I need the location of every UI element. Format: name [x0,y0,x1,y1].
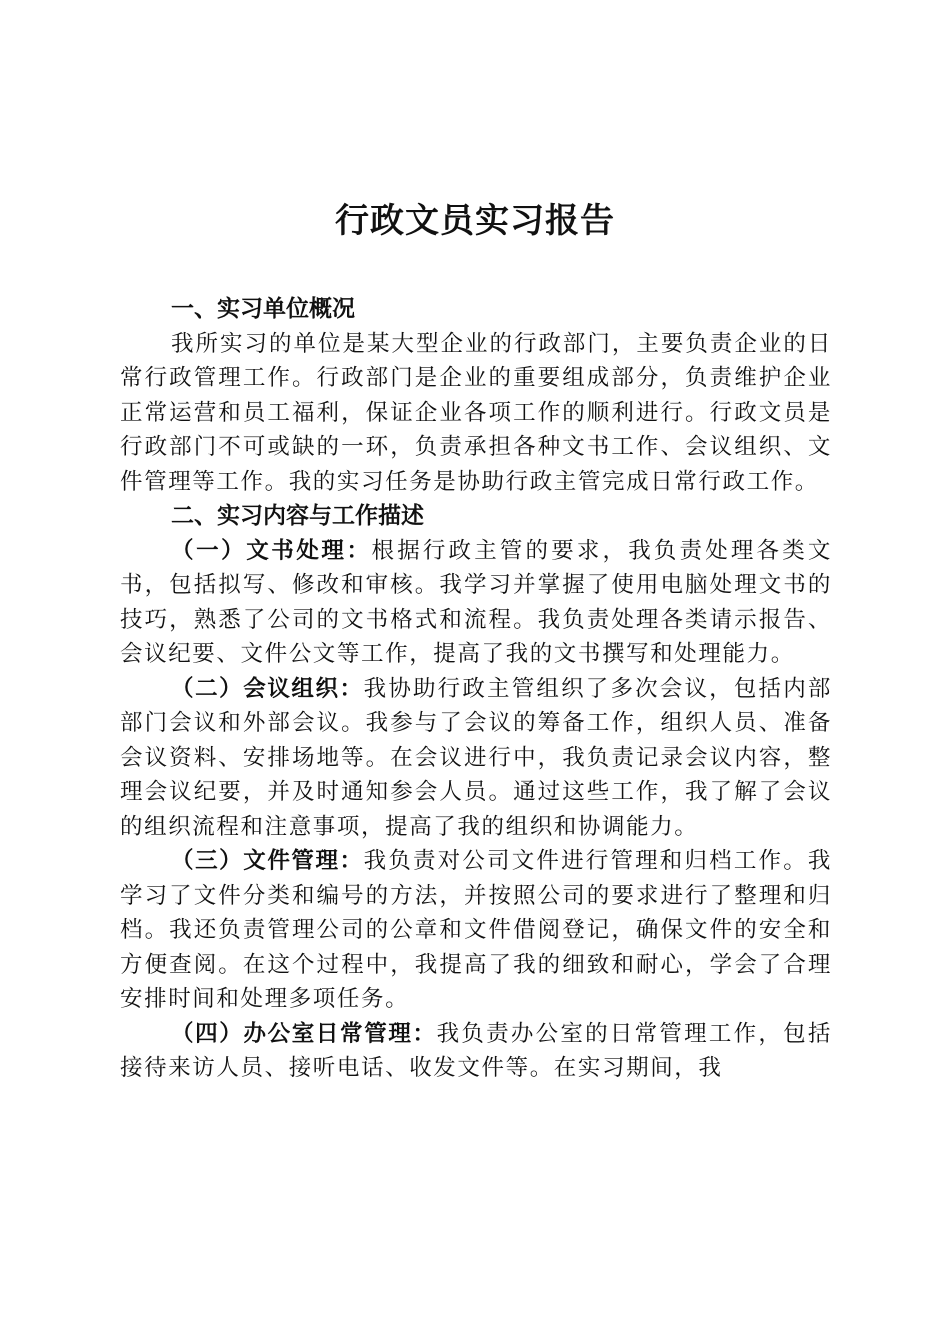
paragraph-lead: （三）文件管理： [171,848,364,874]
paragraph-lead: （四）办公室日常管理： [171,1020,437,1047]
paragraph-file-management [120,844,832,1017]
paragraph-unit-overview [120,327,832,500]
section-heading-work-content: 二、实习内容与工作描述 [171,503,424,529]
paragraph-text: 根据行政主管的要求，我负责处理各类文书，包括拟写、修改和审核。我学习并掌握了使用电脑处理文书的技巧，熟悉了公司的文书格式和流程。我负责处理各类请示报告、会议纪要、文件公文等工作，提高了我的文书撰写和处理能力。 [120,537,832,667]
document-title: 行政文员实习报告 [335,201,615,241]
paragraph-office-daily-management [120,1017,832,1086]
section-heading-unit-overview: 一、实习单位概况 [171,296,355,322]
paragraph-text: 我负责办公室的日常管理工作，包括接待来访人员、接听电话、收发文件等。在实习期间，我 [120,1020,832,1081]
paragraph-lead: （一）文书处理： [171,537,372,564]
paragraph-meeting-organization [120,672,832,845]
paragraph-lead: （二）会议组织： [171,675,364,702]
paragraph-document-handling [120,534,832,672]
paragraph-text: 我协助行政主管组织了多次会议，包括内部部门会议和外部会议。我参与了会议的筹备工作，组织人员、准备会议资料、安排场地等。在会议进行中，我负责记录会议内容，整理会议纪要，并及时通知参会人员。通过这些工作，我了解了会议的组织流程和注意事项，提高了我的组织和协调能力。 [120,675,832,840]
paragraph-text: 我负责对公司文件进行管理和归档工作。我学习了文件分类和编号的方法，并按照公司的要求进行了整理和归档。我还负责管理公司的公章和文件借阅登记，确保文件的安全和方便查阅。在这个过程中，我提高了我的细致和耐心，学会了合理安排时间和处理多项任务。 [120,848,832,1012]
paragraph-text: 我所实习的单位是某大型企业的行政部门，主要负责企业的日常行政管理工作。行政部门是企业的重要组成部分，负责维护企业正常运营和员工福利，保证企业各项工作的顺利进行。行政文员是行政部门不可或缺的一环，负责承担各种文书工作、会议组织、文件管理等工作。我的实习任务是协助行政主管完成日常行政工作。 [120,330,832,495]
document-body [120,292,832,1086]
